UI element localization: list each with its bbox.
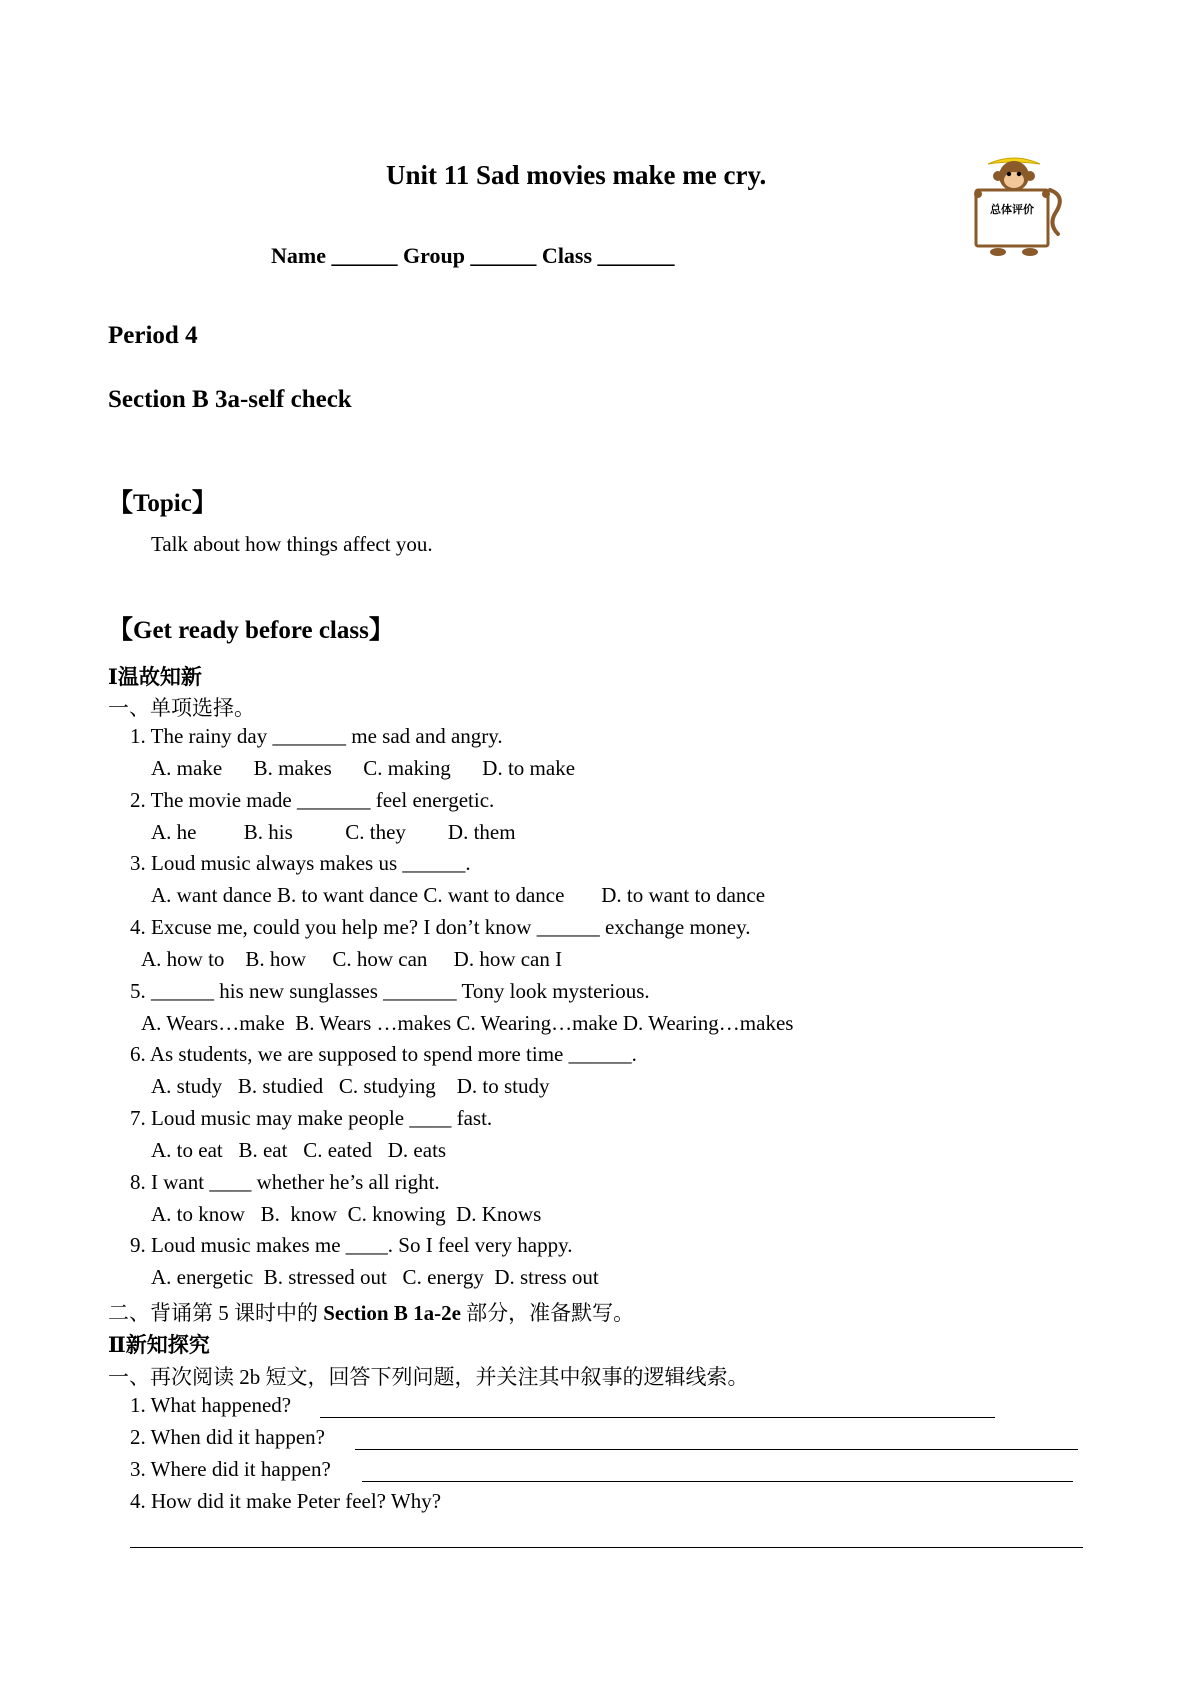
question-7-options: A. to eat B. eat C. eated D. eats [151, 1138, 447, 1162]
reading-question-4: 4. How did it make Peter feel? Why? [130, 1489, 442, 1513]
question-2: 2. The movie made _______ feel energetic. [130, 788, 495, 812]
badge-label: 总体评价 [990, 203, 1034, 216]
recite-instruction [108, 1297, 634, 1327]
question-6: 6. As students, we are supposed to spend more time ______. [130, 1042, 637, 1066]
question-2-options: A. he B. his C. they D. them [151, 820, 516, 844]
answer-line-2 [355, 1449, 1078, 1450]
answer-line-4 [130, 1547, 1083, 1548]
question-8-options: A. to know B. know C. knowing D. Knows [151, 1202, 542, 1226]
board-icon [976, 190, 1048, 246]
part1-heading: Ⅰ温故知新 [108, 665, 202, 689]
section-heading: Section B 3a-self check [108, 386, 352, 413]
reading-intro: 一、再次阅读 2b 短文，回答下列问题，并关注其中叙事的逻辑线索。 [108, 1365, 749, 1389]
period-heading: Period 4 [108, 322, 198, 349]
recite-section: Section B 1a-2e [323, 1301, 461, 1325]
question-3: 3. Loud music always makes us ______. [130, 851, 471, 875]
evaluation-badge [958, 150, 1070, 262]
monkey-tail-icon [1050, 190, 1060, 234]
question-9-options: A. energetic B. stressed out C. energy D. stress out [151, 1265, 599, 1289]
page-title: Unit 11 Sad movies make me cry. [386, 160, 767, 190]
recite-post: 部分，准备默写。 [460, 1301, 635, 1325]
single-choice-intro: 一、单项选择。 [108, 696, 255, 720]
reading-question-3: 3. Where did it happen? [130, 1457, 331, 1481]
get-ready-heading: 【Get ready before class】 [108, 617, 394, 644]
part2-heading: Ⅱ新知探究 [108, 1333, 210, 1357]
answer-line-3 [362, 1481, 1073, 1482]
name-group-class-line: Name ______ Group ______ Class _______ [271, 243, 675, 268]
topic-text: Talk about how things affect you. [151, 532, 433, 556]
question-1: 1. The rainy day _______ me sad and angry. [130, 724, 503, 748]
question-5-options: A. Wears…make B. Wears …makes C. Wearing…make D. Wearing…makes [141, 1011, 794, 1035]
question-5: 5. ______ his new sunglasses _______ Tony look mysterious. [130, 979, 650, 1003]
question-8: 8. I want ____ whether he’s all right. [130, 1170, 440, 1194]
question-3-options: A. want dance B. to want dance C. want to dance D. to want to dance [151, 883, 766, 907]
question-4: 4. Excuse me, could you help me? I don’t know ______ exchange money. [130, 915, 751, 939]
reading-question-2: 2. When did it happen? [130, 1425, 325, 1449]
reading-question-1: 1. What happened? [130, 1393, 292, 1417]
question-1-options: A. make B. makes C. making D. to make [151, 756, 576, 780]
topic-heading: 【Topic】 [108, 490, 217, 517]
recite-pre: 二、背诵第 5 课时中的 [108, 1301, 324, 1325]
answer-line-1 [320, 1417, 995, 1418]
question-4-options: A. how to B. how C. how can D. how can I [141, 947, 563, 971]
question-6-options: A. study B. studied C. studying D. to study [151, 1074, 550, 1098]
question-9: 9. Loud music makes me ____. So I feel very happy. [130, 1233, 573, 1257]
question-7: 7. Loud music may make people ____ fast. [130, 1106, 493, 1130]
